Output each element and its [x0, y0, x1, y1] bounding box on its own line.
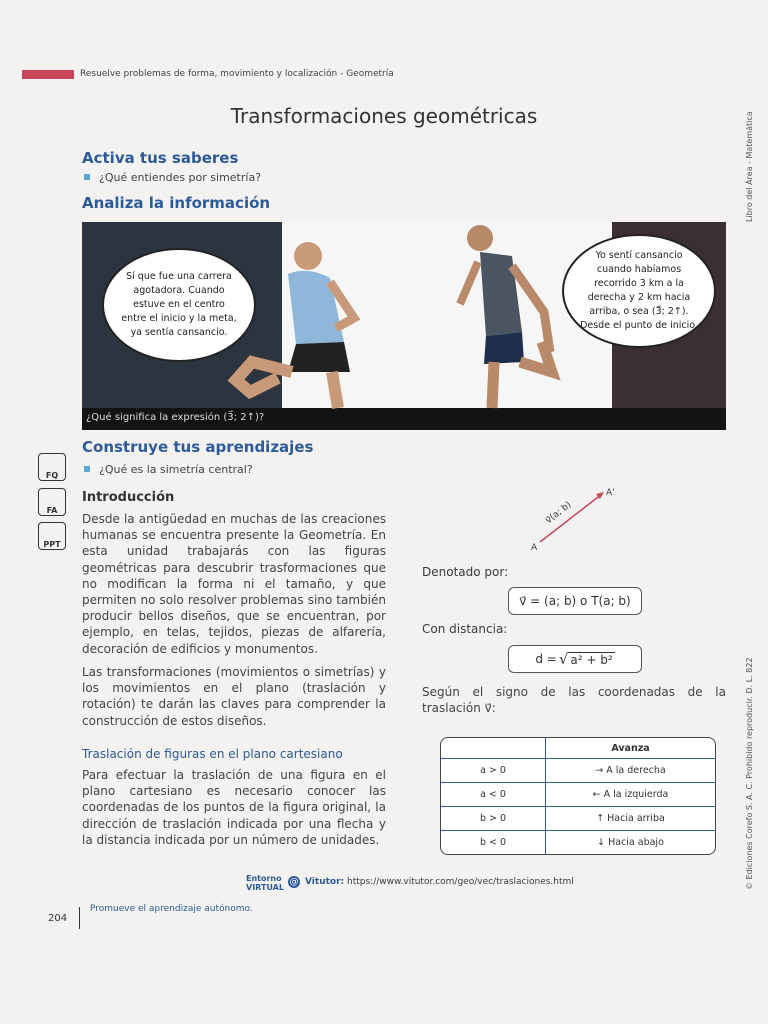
construye-question — [84, 463, 253, 476]
table-row — [441, 831, 715, 854]
table-row — [441, 783, 715, 807]
formula-distance-radicand: a² + b² — [570, 652, 613, 667]
section-analiza-heading: Analiza la información — [82, 194, 271, 212]
footer-note: Promueve el aprendizaje autónomo. — [90, 904, 253, 914]
denotado-label: Denotado por: — [422, 565, 509, 579]
bullet-square-icon — [84, 174, 90, 180]
vector-label: v⃗(a; b) — [544, 499, 574, 527]
intro-heading: Introducción — [82, 490, 175, 505]
formula-distance-lhs: d = — [535, 652, 557, 666]
sqrt-icon: √ — [558, 650, 569, 668]
side-label-copyright: © Ediciones Corefo S. A. C. Prohibido reproducir. D. L. 822 — [745, 657, 754, 890]
speech-bubble-left-text: Sí que fue una carrera agotadora. Cuando estuve en el centro entre el inicio y la meta, ya sentía cansancio. — [121, 271, 237, 338]
formula-vector-box — [508, 587, 642, 615]
table-cell: ← A la izquierda — [546, 783, 715, 807]
table-header-cell — [441, 738, 546, 759]
at-sign-icon: @ — [289, 877, 299, 887]
point-a-prime-label: A' — [606, 488, 615, 498]
entorno-label: Vitutor: — [305, 877, 345, 887]
activa-question — [84, 171, 261, 184]
entorno-link[interactable] — [305, 877, 574, 887]
segun-text: Según el signo de las coordenadas de la traslación v⃗: — [422, 685, 726, 716]
formula-vector-text: v⃗ = (a; b) o T(a; b) — [519, 594, 631, 608]
table-cell: a < 0 — [441, 783, 546, 807]
table-cell: ↓ Hacia abajo — [597, 837, 664, 848]
table-row — [441, 759, 715, 783]
runners-photo — [82, 222, 726, 430]
entorno-virtual-logo: Entorno VIRTUAL — [246, 874, 284, 892]
speech-bubble-left — [102, 248, 256, 362]
traslacion-paragraph: Para efectuar la traslación de una figura en el plano cartesiano es necesario conocer las coordenadas de los puntos de la figura original, la dirección de traslación indicada por una flecha y la distancia indicada por un número de unidades. — [82, 768, 386, 847]
resource-fa-icon[interactable]: FA — [38, 488, 66, 516]
resource-ppt-icon[interactable]: PPT — [38, 522, 66, 550]
traslacion-heading: Traslación de figuras en el plano cartesiano — [82, 747, 343, 761]
table-header-row — [441, 738, 715, 759]
vector-diagram — [520, 484, 640, 564]
distancia-label: Con distancia: — [422, 622, 508, 636]
intro-paragraph-1: Desde la antigüedad en muchas de las creaciones humanas se encuentra presente la Geometría. En esta unidad trabajarás con las figuras geométricas para descubrir trasformaciones que no modifican la forma ni el tamaño, y que permiten no solo resolver problemas sino también producir bellos diseños, que se encuentran, por ejemplo, en telas, tejidos, piezas de alfarería, decoración de edificios y monumentos. — [82, 512, 386, 656]
table-cell: ↑ Hacia arriba — [546, 807, 715, 831]
table-header-cell: Avanza — [546, 738, 715, 759]
activa-question-text: ¿Qué entiendes por simetría? — [99, 171, 262, 184]
traslacion-table — [440, 737, 716, 855]
intro-paragraph-2: Las transformaciones (movimientos o simetrías) y los movimientos en el plano (traslación y rotación) te darán las claves para comprender la construcción de estos diseños. — [82, 665, 386, 728]
bullet-square-icon — [84, 466, 90, 472]
page-number: 204 — [48, 913, 68, 924]
entorno-url[interactable]: https://www.vitutor.com/geo/vec/traslaciones.html — [347, 877, 574, 887]
speech-bubble-right-text: Yo sentí cansancio cuando habíamos recorrido 3 km a la derecha y 2 km hacia arriba, o sea (3⃗; 2↑). Desde el punto de inicio. — [580, 250, 698, 331]
speech-bubble-right — [562, 234, 716, 348]
header-color-bar — [22, 70, 74, 79]
breadcrumb: Resuelve problemas de forma, movimiento y localización - Geometría — [80, 69, 394, 79]
table-cell: b < 0 — [441, 831, 546, 854]
photo-caption: ¿Qué significa la expresión (3⃗; 2↑)? — [86, 412, 265, 423]
construye-question-text: ¿Qué es la simetría central? — [99, 463, 253, 476]
table-row — [441, 807, 715, 831]
table-cell: b > 0 — [441, 807, 546, 831]
table-cell: a > 0 — [441, 759, 546, 783]
table-cell: → A la derecha — [546, 759, 715, 783]
section-construye-heading: Construye tus aprendizajes — [82, 438, 314, 456]
section-activa-heading: Activa tus saberes — [82, 149, 239, 167]
page-title: Transformaciones geométricas — [230, 104, 538, 128]
formula-distance-box — [508, 645, 642, 673]
resource-fq-icon[interactable]: FQ — [38, 453, 66, 481]
footer-divider — [79, 907, 80, 929]
point-a-label: A — [531, 543, 538, 553]
side-label-book: Libro del Área - Matemática — [745, 111, 754, 222]
